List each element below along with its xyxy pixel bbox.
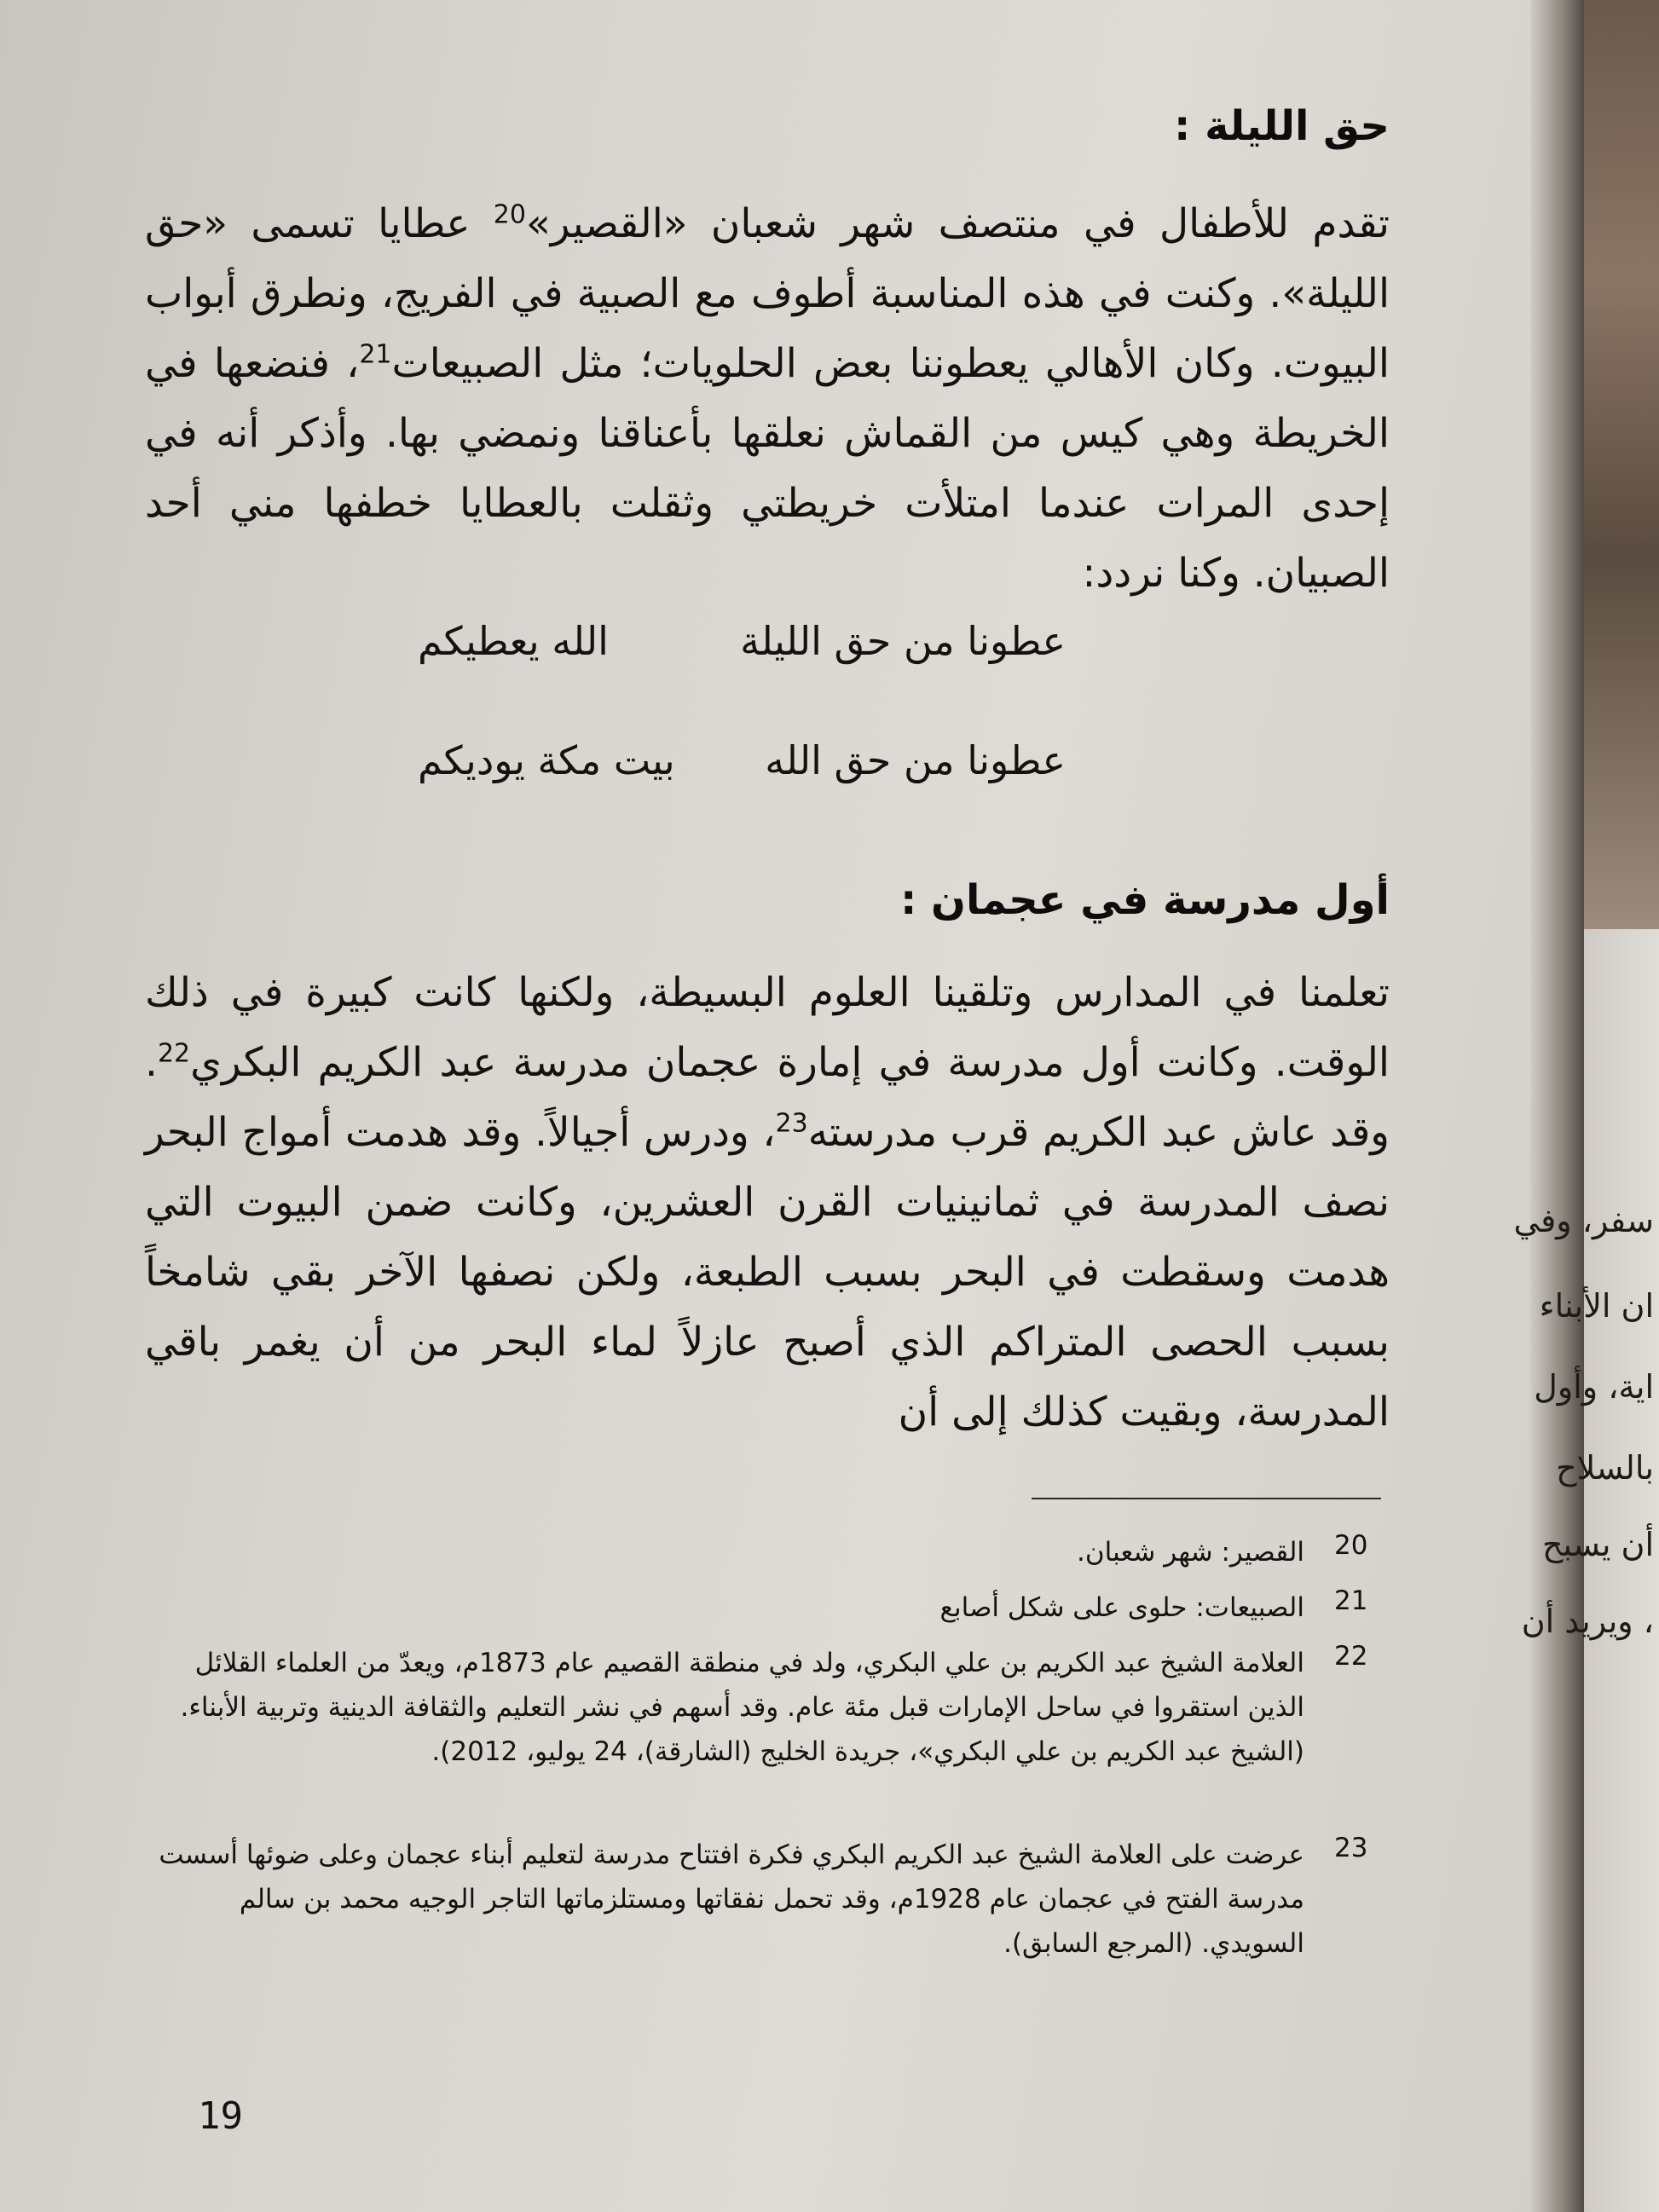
verse-2-right: عطونا من حق الله (765, 737, 1066, 783)
footnote-ref-20[interactable]: 20 (493, 199, 526, 230)
text-run: ، ودرس أجيالاً. وقد هدمت أمواج البحر نصف المدرسة في ثمانينيات القرن العشرين، وكانت ضمن البيوت التي هدمت وسقطت في البحر بسبب الطبعة، ولكن نصفها الآخر بقي شامخاً بسبب الحصى المتراكم الذي أصبح عازلاً لماء البحر من أن يغمر باقي المدرسة، وبقيت كذلك إلى أن (145, 1109, 1390, 1435)
paragraph-first-school (145, 958, 1390, 1447)
facing-page-text: أن يسبح (1541, 1526, 1654, 1563)
section-heading-first-school: أول مدرسة في عجمان : (900, 876, 1390, 924)
text-run: تقدم للأطفال في منتصف شهر شعبان «القصير» (525, 200, 1390, 247)
footnote-ref-22[interactable]: 22 (157, 1038, 191, 1069)
footnote-number: 22 (1334, 1641, 1368, 1672)
text-run: تعلمنا في المدارس وتلقينا العلوم البسيطة، ولكنها كانت كبيرة في ذلك الوقت. وكانت أول مدرسة في إمارة عجمان مدرسة عبد الكريم البكري (145, 969, 1390, 1086)
footnote-separator (1032, 1498, 1381, 1499)
facing-page-text: سفر، وفي (1513, 1202, 1654, 1239)
facing-page-text: بالسلاح (1556, 1449, 1654, 1487)
page-number: 19 (198, 2094, 243, 2138)
footnote-text: الصبيعات: حلوى على شكل أصابع (939, 1592, 1304, 1623)
text-run: . وقد عاش عبد الكريم قرب مدرسته (145, 1039, 1390, 1156)
footnote-text: عرضت على العلامة الشيخ عبد الكريم البكري فكرة افتتاح مدرسة لتعليم أبناء عجمان وعلى ضوئها أسست مدرسة الفتح في عجمان عام 1928م، وقد تحمل نفقاتها ومستلزماتها التاجر الوجيه محمد بن سالم السويدي. (المرجع السابق). (159, 1839, 1304, 1959)
text-run: ، فنضعها في الخريطة وهي كيس من القماش نعلقها بأعناقنا ونمضي بها. وأذكر أنه في إحدى المرات عندما امتلأت خريطتي وثقلت بالعطايا خطفها مني أحد الصبيان. وكنا نردد: (145, 340, 1390, 597)
facing-page-text: ، ويريد أن (1521, 1603, 1654, 1640)
verse-2-left: بيت مكة يوديكم (418, 737, 675, 783)
footnote-number: 23 (1334, 1833, 1368, 1863)
verse-1-right: عطونا من حق الليلة (740, 618, 1066, 664)
footnote-number: 20 (1334, 1530, 1368, 1561)
footnote-number: 21 (1334, 1585, 1368, 1616)
footnote-text: العلامة الشيخ عبد الكريم بن علي البكري، ولد في منطقة القصيم عام 1873م، ويعدّ من العلماء القلائل الذين استقروا في ساحل الإمارات قبل مئة عام. وقد أسهم في نشر التعليم والثقافة الدينية وتربية الأبناء. (الشيخ عبد الكريم بن علي البكري»، جريدة الخليج (الشارقة)، 24 يوليو، 2012). (180, 1648, 1304, 1767)
book-gutter (1530, 0, 1590, 2212)
paragraph-haq-allaila (145, 189, 1390, 609)
verse-1-left: الله يعطيكم (418, 618, 609, 664)
footnote-ref-23[interactable]: 23 (775, 1108, 808, 1139)
footnote-text: القصير: شهر شعبان. (1077, 1537, 1304, 1568)
facing-page-text: اية، وأول (1534, 1368, 1654, 1406)
footnote-ref-21[interactable]: 21 (359, 339, 392, 370)
facing-page-edge (1513, 0, 1659, 2212)
text-run: عطايا تسمى «حق الليلة». وكنت في هذه المناسبة أطوف مع الصبية في الفريج، ونطرق أبواب البيوت. وكان الأهالي يعطوننا بعض الحلويات؛ مثل الصبيعات (145, 200, 1390, 387)
section-heading-haq-allaila: حق الليلة : (1174, 102, 1390, 150)
facing-page-photo (1584, 0, 1659, 929)
facing-page-text: ان الأبناء (1539, 1287, 1654, 1325)
